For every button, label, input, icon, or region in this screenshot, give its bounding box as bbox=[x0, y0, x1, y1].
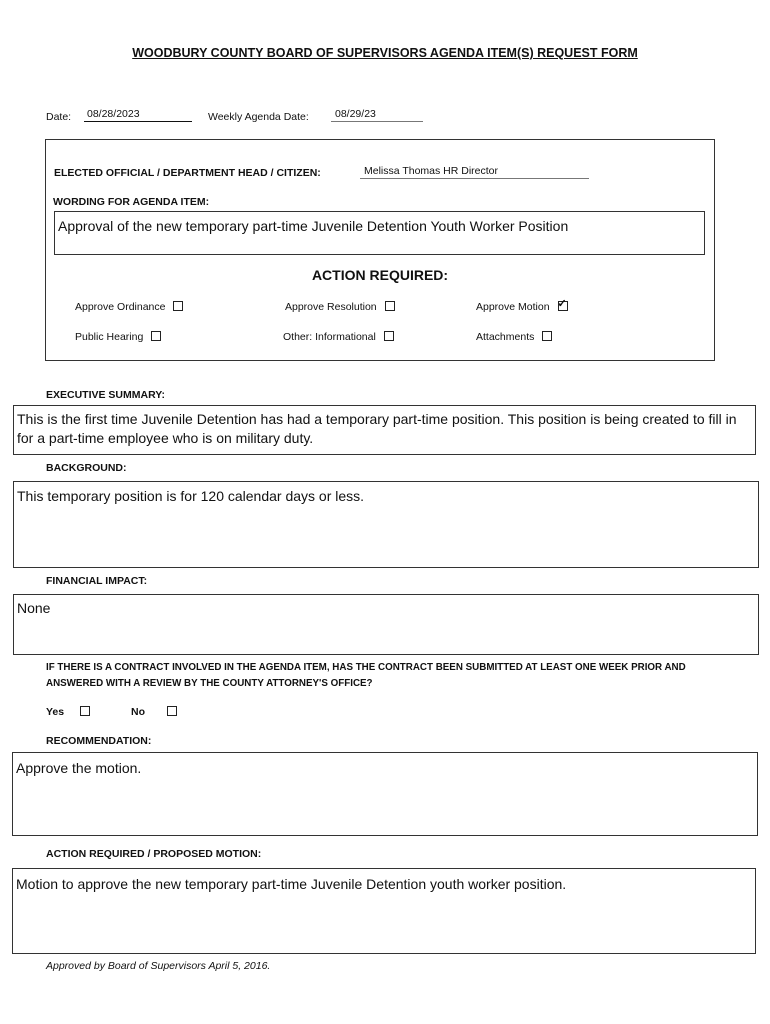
yes-label: Yes bbox=[46, 706, 65, 718]
recommendation-label: RECOMMENDATION: bbox=[46, 735, 152, 747]
checkbox-icon[interactable] bbox=[173, 301, 183, 311]
checkbox-icon[interactable] bbox=[542, 331, 552, 341]
executive-summary-field[interactable]: This is the first time Juvenile Detention has had a temporary part-time position. This position is being created to fill in for a part-time employee who is on military duty. bbox=[13, 405, 756, 455]
background-label: BACKGROUND: bbox=[46, 462, 127, 474]
wording-field[interactable]: Approval of the new temporary part-time Juvenile Detention Youth Worker Position bbox=[54, 211, 705, 255]
wording-label: WORDING FOR AGENDA ITEM: bbox=[53, 196, 210, 208]
date-field[interactable]: 08/28/2023 bbox=[84, 108, 192, 122]
checkbox-icon[interactable] bbox=[80, 706, 90, 716]
financial-impact-field[interactable]: None bbox=[13, 594, 759, 655]
option-public-hearing[interactable] bbox=[75, 331, 161, 343]
proposed-motion-field[interactable]: Motion to approve the new temporary part-time Juvenile Detention youth worker position. bbox=[12, 868, 756, 954]
proposed-motion-label: ACTION REQUIRED / PROPOSED MOTION: bbox=[46, 848, 262, 860]
action-required-heading: ACTION REQUIRED: bbox=[311, 267, 449, 283]
checkbox-checked-icon[interactable] bbox=[558, 301, 568, 311]
date-label: Date: bbox=[46, 111, 72, 123]
footer-approval-note: Approved by Board of Supervisors April 5, 2016. bbox=[46, 960, 271, 972]
option-label: Other: Informational bbox=[283, 331, 376, 343]
form-title: WOODBURY COUNTY BOARD OF SUPERVISORS AGENDA ITEM(S) REQUEST FORM bbox=[132, 46, 638, 60]
no-label: No bbox=[131, 706, 145, 718]
executive-summary-label: EXECUTIVE SUMMARY: bbox=[46, 389, 166, 401]
option-label: Approve Resolution bbox=[285, 301, 377, 313]
contract-no[interactable] bbox=[131, 706, 177, 718]
option-attachments[interactable] bbox=[476, 331, 552, 343]
checkbox-icon[interactable] bbox=[384, 331, 394, 341]
option-label: Approve Ordinance bbox=[75, 301, 166, 313]
recommendation-field[interactable]: Approve the motion. bbox=[12, 752, 758, 836]
option-approve-ordinance[interactable] bbox=[75, 301, 183, 313]
contract-question: IF THERE IS A CONTRACT INVOLVED IN THE AGENDA ITEM, HAS THE CONTRACT BEEN SUBMITTED AT LEAST ONE WEEK PRIOR AND ANSWERED WITH A REVIEW BY THE COUNTY ATTORNEY'S OFFICE? bbox=[46, 662, 686, 689]
weekly-agenda-date-field[interactable]: 08/29/23 bbox=[331, 108, 423, 122]
background-field[interactable]: This temporary position is for 120 calendar days or less. bbox=[13, 481, 759, 568]
option-label: Public Hearing bbox=[75, 331, 144, 343]
checkbox-icon[interactable] bbox=[167, 706, 177, 716]
financial-impact-label: FINANCIAL IMPACT: bbox=[46, 575, 148, 587]
option-approve-motion[interactable] bbox=[476, 301, 568, 313]
contract-yes[interactable] bbox=[46, 706, 90, 718]
official-label: ELECTED OFFICIAL / DEPARTMENT HEAD / CITIZEN: bbox=[54, 167, 321, 179]
option-other-informational[interactable] bbox=[283, 331, 394, 343]
option-label: Approve Motion bbox=[476, 301, 550, 313]
option-approve-resolution[interactable] bbox=[285, 301, 395, 313]
checkbox-icon[interactable] bbox=[385, 301, 395, 311]
official-field[interactable]: Melissa Thomas HR Director bbox=[360, 165, 589, 179]
option-label: Attachments bbox=[476, 331, 535, 343]
checkbox-icon[interactable] bbox=[151, 331, 161, 341]
weekly-agenda-date-label: Weekly Agenda Date: bbox=[208, 111, 309, 123]
